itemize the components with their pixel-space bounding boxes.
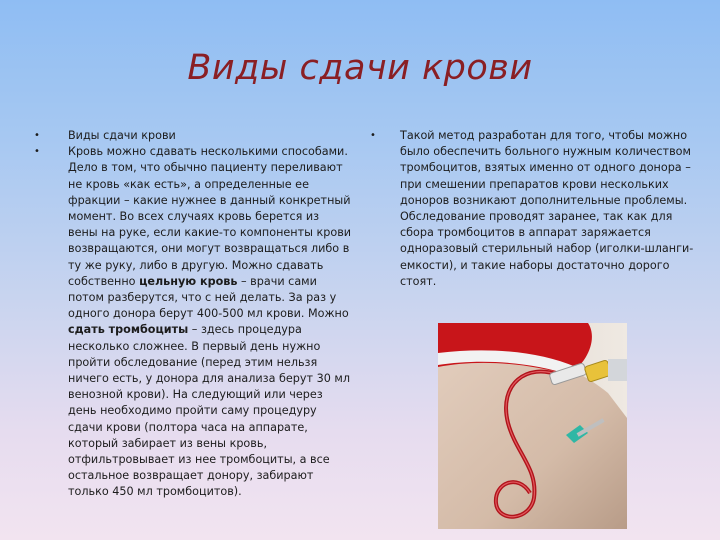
item-text	[68, 145, 351, 498]
item-heading: Виды сдачи крови	[68, 129, 176, 142]
bullet-item	[34, 128, 352, 144]
blood-donation-photo	[438, 323, 627, 529]
bullet-item	[34, 144, 352, 500]
bullet-icon: •	[34, 146, 40, 158]
slide-title: Виды сдачи крови	[187, 48, 533, 88]
text-part: Кровь можно сдавать несколькими способами. Дело в том, что обычно пациенту переливают не кровь «как есть», а определенные ее фракции – какие нужнее в данный конкретный момент. Во всех случаях кровь берется из вены на руке, если какие-то компоненты крови возвращаются, они могут возвращаться либо в ту же руку, либо в другую. Можно сдавать собственно	[68, 145, 352, 288]
bullet-item	[370, 128, 704, 290]
text-part: – врачи сами потом разберутся, что с ней делать. За раз у одного донора берут 400-500 мл крови. Можно	[68, 274, 349, 321]
text-part: – здесь процедура несколько сложнее. В первый день нужно пройти обследование (перед этим нельзя ничего есть, у донора для анализа берут 30 мл венозной крови). На следующий или через день необходимо пройти саму процедуру сдачи крови (полтора часа на аппарате, который забирает из вены кровь, отфильтровывает из нее тромбоциты, а все остальное возвращает донору, забирают только 450 мл тромбоцитов).	[68, 323, 350, 499]
bullet-icon: •	[34, 130, 40, 141]
left-text-column	[34, 128, 352, 501]
right-text-column	[370, 128, 704, 290]
bold-term: цельную кровь	[139, 274, 238, 288]
bold-term: сдать тромбоциты	[68, 323, 189, 337]
item-text: Такой метод разработан для того, чтобы можно было обеспечить больного нужным количеством тромбоцитов, взятых именно от одного донора – при смешении препаратов крови нескольких доноров возникают дополнительные проблемы. Обследование проводят заранее, так как для сбора тромбоцитов в аппарат заряжается одноразовый стерильный набор (иголки-шланги-емкости), и такие наборы достаточно дорого стоят.	[400, 129, 694, 288]
bullet-icon: •	[370, 130, 376, 141]
